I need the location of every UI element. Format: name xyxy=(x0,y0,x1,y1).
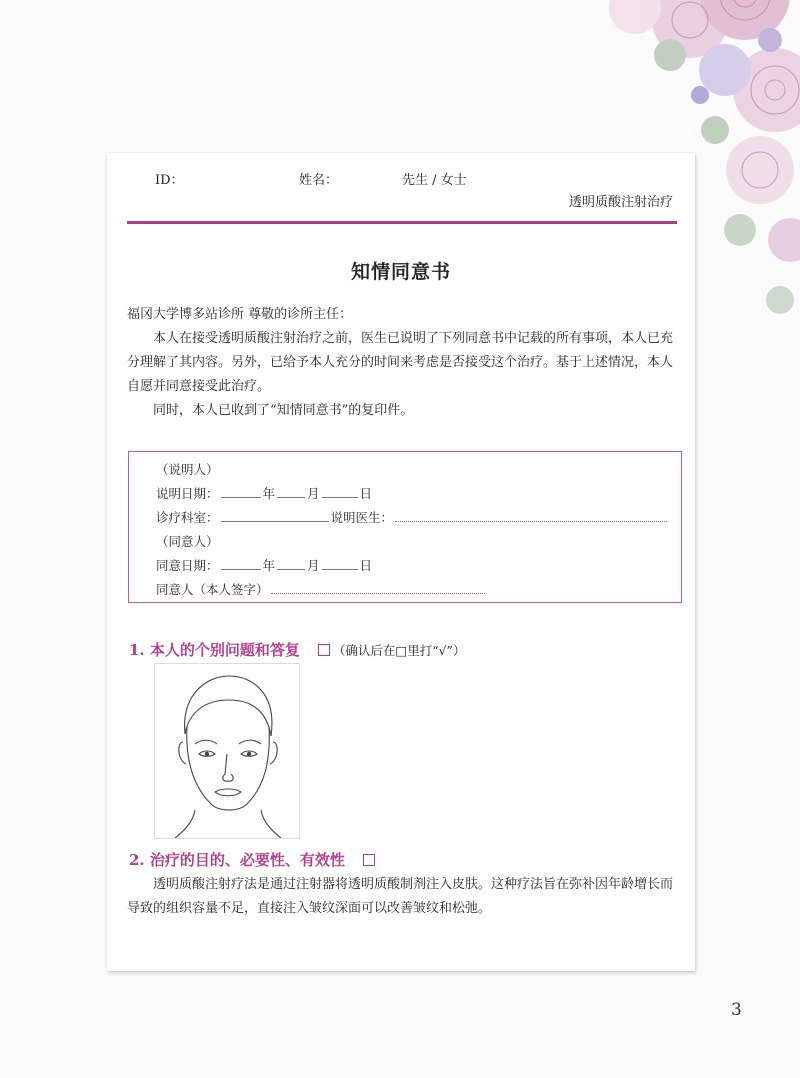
page-number: 3 xyxy=(731,1000,742,1020)
signature-box xyxy=(128,451,682,603)
year-label: 年 xyxy=(262,486,276,501)
consenter-sign-label: 同意人（本人签字） xyxy=(156,582,269,597)
doctor-label: 说明医生： xyxy=(330,510,394,525)
explain-year-field[interactable] xyxy=(221,486,261,498)
section-2-text: 透明质酸注射疗法是通过注射器将透明质酸制剂注入皮肤。这种疗法旨在弥补因年龄增长而导致的组织容量不足，直接注入皱纹深面可以改善皱纹和松弛。 xyxy=(127,877,674,916)
consent-date-row xyxy=(156,556,372,574)
name-label: 姓名： xyxy=(299,173,339,188)
explain-month-field[interactable] xyxy=(277,486,305,498)
header-rule xyxy=(127,221,677,224)
consent-form-sheet xyxy=(107,153,695,971)
month-label: 月 xyxy=(307,486,320,501)
section-1-heading xyxy=(129,639,465,660)
document-title: 知情同意书 xyxy=(350,261,451,283)
id-label: ID： xyxy=(155,173,184,188)
dept-label: 诊疗科室： xyxy=(156,510,219,525)
consenter-sign-field[interactable] xyxy=(271,582,485,594)
section-2-title: 2. 治疗的目的、必要性、有效性 xyxy=(129,851,345,869)
day-label: 日 xyxy=(359,486,373,501)
year-label: 年 xyxy=(262,558,276,573)
doctor-field[interactable] xyxy=(395,510,667,522)
section-2-heading xyxy=(129,849,378,870)
month-label: 月 xyxy=(307,558,320,573)
explain-date-label: 说明日期： xyxy=(156,486,219,501)
explain-date-row xyxy=(156,484,372,502)
section-1-title: 1. 本人的个别问题和答复 xyxy=(129,641,300,659)
consent-year-field[interactable] xyxy=(221,558,261,570)
face-diagram xyxy=(154,663,300,839)
explainer-heading: （说明人） xyxy=(156,462,219,477)
checkbox-icon[interactable] xyxy=(363,854,375,866)
consenter-heading: （同意人） xyxy=(156,534,219,549)
consent-month-field[interactable] xyxy=(277,558,305,570)
consent-paragraph-1: 本人在接受透明质酸注射治疗之前，医生已说明了下列同意书中记载的所有事项，本人已充分理解了其内容。另外，已给予本人充分的时间来考虑是否接受这个治疗。基于上述情况，本人自愿并同意接受此治疗。 xyxy=(127,331,674,394)
checkbox-icon[interactable] xyxy=(318,644,330,656)
consent-day-field[interactable] xyxy=(322,558,358,570)
explain-day-field[interactable] xyxy=(322,486,358,498)
day-label: 日 xyxy=(359,558,373,573)
dept-field[interactable] xyxy=(221,510,329,522)
section-1-note: （确认后在□里打“√”） xyxy=(332,643,466,658)
consent-date-label: 同意日期： xyxy=(156,558,219,573)
dept-doctor-row xyxy=(156,508,669,526)
consenter-sign-row xyxy=(156,580,487,598)
consent-paragraph-2: 同时，本人已收到了“知情同意书”的复印件。 xyxy=(153,403,414,418)
salutation-line: 福冈大学博多站诊所 尊敬的诊所主任： xyxy=(127,307,353,322)
treatment-name: 透明质酸注射治疗 xyxy=(568,195,673,210)
salutation-label: 先生 / 女士 xyxy=(402,173,467,188)
